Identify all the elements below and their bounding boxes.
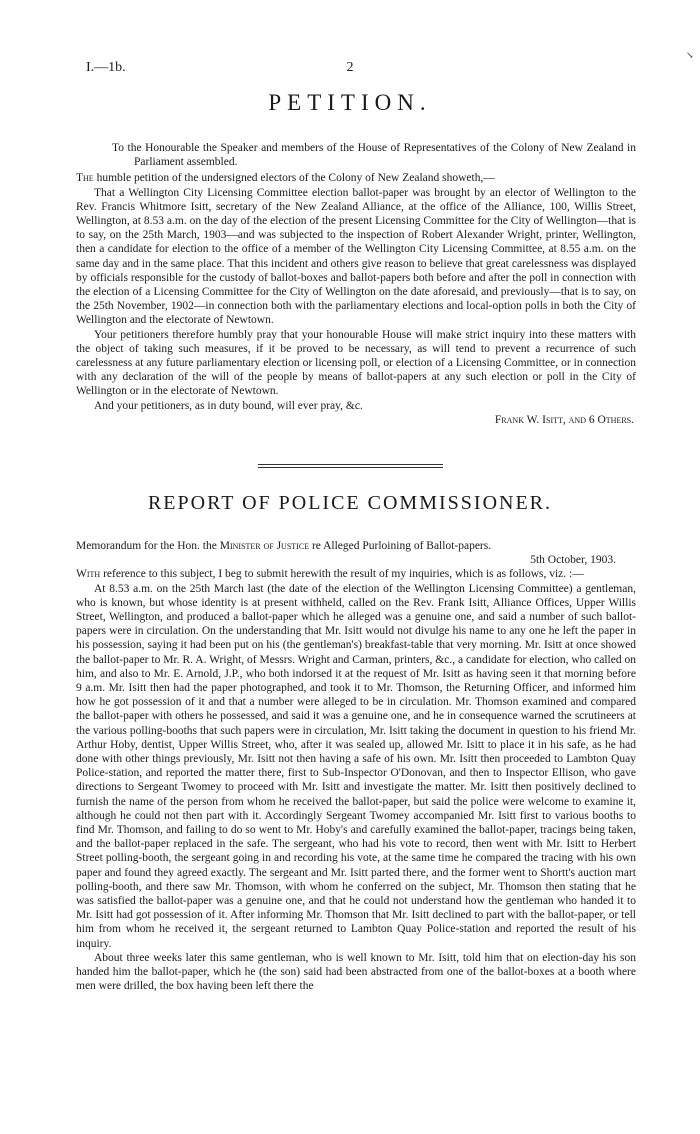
- petition-opening-text: humble petition of the undersigned electors of the Colony of New Zealand showeth,—: [93, 172, 495, 185]
- report-opening: [76, 567, 636, 581]
- memorandum-office: Minister of Justice: [219, 540, 310, 552]
- report-paragraph-continued: About three weeks later this same gentleman, who is well known to Mr. Isitt, told him that on election-day his son handed him the ballot-paper, which he (the son) said had been abstracted from one of the ballot-boxes at a booth where men were drilled, the box having been left there the: [76, 951, 636, 993]
- report-opening-text: reference to this subject, I beg to submit herewith the result of my inquiries, which is as follows, viz. :—: [100, 568, 584, 581]
- memorandum-line: [76, 539, 636, 553]
- memorandum-subject: re Alleged Purloining of Ballot-papers.: [309, 540, 492, 552]
- report-title: REPORT OF POLICE COMMISSIONER.: [147, 492, 553, 514]
- margin-mark: ↘: [686, 50, 694, 60]
- section-divider: [0, 464, 700, 470]
- report-paragraph: At 8.53 a.m. on the 25th March last (the date of the election of the Wellington Licensing Committee) a gentleman, who is known, but whose identity is at present withheld, called on the Rev. Frank Isitt, Alliance Offices, Upper Willis Street, Wellington, and produced a ballot-paper which he alleged was a genuine one, and said a number of such ballot-papers were in circulation. On the understanding that Mr. Isitt would not divulge his name to any one he left the paper in his possession, saying it had been put on his (the gentleman's) breakfast-table that very morning. Mr. Isitt at once showed the ballot-paper to Mr. R. A. Wright, of Messrs. Wright and Carman, printers, &c., a candidate for election, who called on him, and also to Mr. E. Arnold, J.P., who both indorsed it at the request of Mr. Isitt as having seen it that morning before 9 a.m. Mr. Isitt then had the paper photographed, and took it to Mr. Thomson, the Returning Officer, and informed him how he got possession of it and that a number were alleged to be in circulation. Mr. Thomson examined and compared the ballot-paper with others he possessed, and said it was a genuine one, and he in consequence warned the scrutineers at the various polling-booths that such papers were in circulation, Mr. Isitt taking the document in question to his friend Mr. Arthur Hoby, dentist, Upper Willis Street, who, after it was sealed up, allowed Mr. Isitt to place it in his safe, as he had done with other things previously, Mr. Isitt not then having a safe of his own. Mr. Isitt then proceeded to Lambton Quay Police-station, and reported the matter there, first to Sub-Inspector O'Donovan, and then to Inspector Ellison, who gave directions to Sergeant Twomey to proceed with Mr. Isitt and investigate the matter. Mr. Isitt then positively declined to furnish the name of the person from whom he received the ballot-paper, but said the police were welcome to examine it, although he could not then part with it. Accordingly Sergeant Twomey accompanied Mr. Isitt first to various booths to find Mr. Thomson, and failing to do so went to Mr. Hoby's and carefully examined the ballot-paper, tracings being taken, and the ballot-paper replaced in the safe. The sergeant, who had his vote to record, then went with Mr. Isitt to Herbert Street polling-booth, the sergeant going in and recording his vote, at the same time he compared the tracing with his own paper and found they agreed exactly. The sergeant and Mr. Isitt parted there, and the former went to Shortt's auction mart polling-booth, and there saw Mr. Thomson, with whom he conferred on the subject, Mr. Thomson then stating that he was satisfied the ballot-paper was a genuine one, and that he could not understand how the gentleman who handed it to Mr. Isitt had got possession of it. After informing Mr. Thomson that Mr. Isitt declined to part with the ballot-paper, or tell him from whom he received it, the sergeant returned to Lambton Quay Police-station and reported the result of his inquiry.: [76, 582, 636, 950]
- petition-body: [76, 141, 636, 427]
- report-date: 5th October, 1903.: [530, 554, 616, 567]
- petition-prayer: Your petitioners therefore humbly pray that your honourable House will make strict inquiry into these matters with the object of taking such measures, if it be proved to be necessary, as will tend to prevent a recurrence of such carelessness at any future parliamentary election or licensing poll, or election of a Licensing Committee, or in connection with any declaration of the will of the people by means of ballot-papers at any such election or poll in the City of Wellington or in the electorate of Newtown.: [76, 328, 636, 398]
- report-opening-word: With: [76, 568, 101, 581]
- petition-opening: [76, 171, 636, 185]
- page-number: 2: [346, 60, 354, 75]
- report-body: [76, 539, 636, 994]
- petition-signature: Frank W. Isitt, and 6 Others.: [494, 413, 634, 426]
- petition-opening-word: The: [76, 172, 94, 185]
- petition-address: To the Honourable the Speaker and members of the House of Representatives of the Colony of New Zealand in Parliament assembled.: [112, 142, 636, 169]
- petition-title: PETITION.: [268, 90, 432, 115]
- page-header-reference: I.—1b.: [86, 60, 126, 75]
- memorandum-prefix: Memorandum for the Hon. the: [76, 540, 220, 552]
- petition-closing: And your petitioners, as in duty bound, will ever pray, &c.: [94, 399, 363, 412]
- petition-paragraph: That a Wellington City Licensing Committee election ballot-paper was brought by an elector of Wellington to the Rev. Francis Whitmore Isitt, secretary of the New Zealand Alliance, at the office of the Alliance, 100, Willis Street, Wellington, at 8.53 a.m. on the day of the election of the present Licensing Committee for the City of Wellington—that is to say, on the 25th March, 1903—and was subjected to the inspection of Robert Alexander Wright, printer, Wellington, then a candidate for election to the office of a member of the Wellington City Licensing Committee, at 8.55 a.m. on the same day and in the same place. That this incident and others give reason to believe that great carelessness was displayed by officials responsible for the custody of ballot-boxes and ballot-papers both before and after the poll in connection with the election of a Licensing Committee for the City of Wellington on the date aforesaid, and previously—that is to say, on the 25th November, 1902—in connection both with the parliamentary elections and local-option polls in both the City of Wellington and the electorate of Newtown.: [76, 186, 636, 327]
